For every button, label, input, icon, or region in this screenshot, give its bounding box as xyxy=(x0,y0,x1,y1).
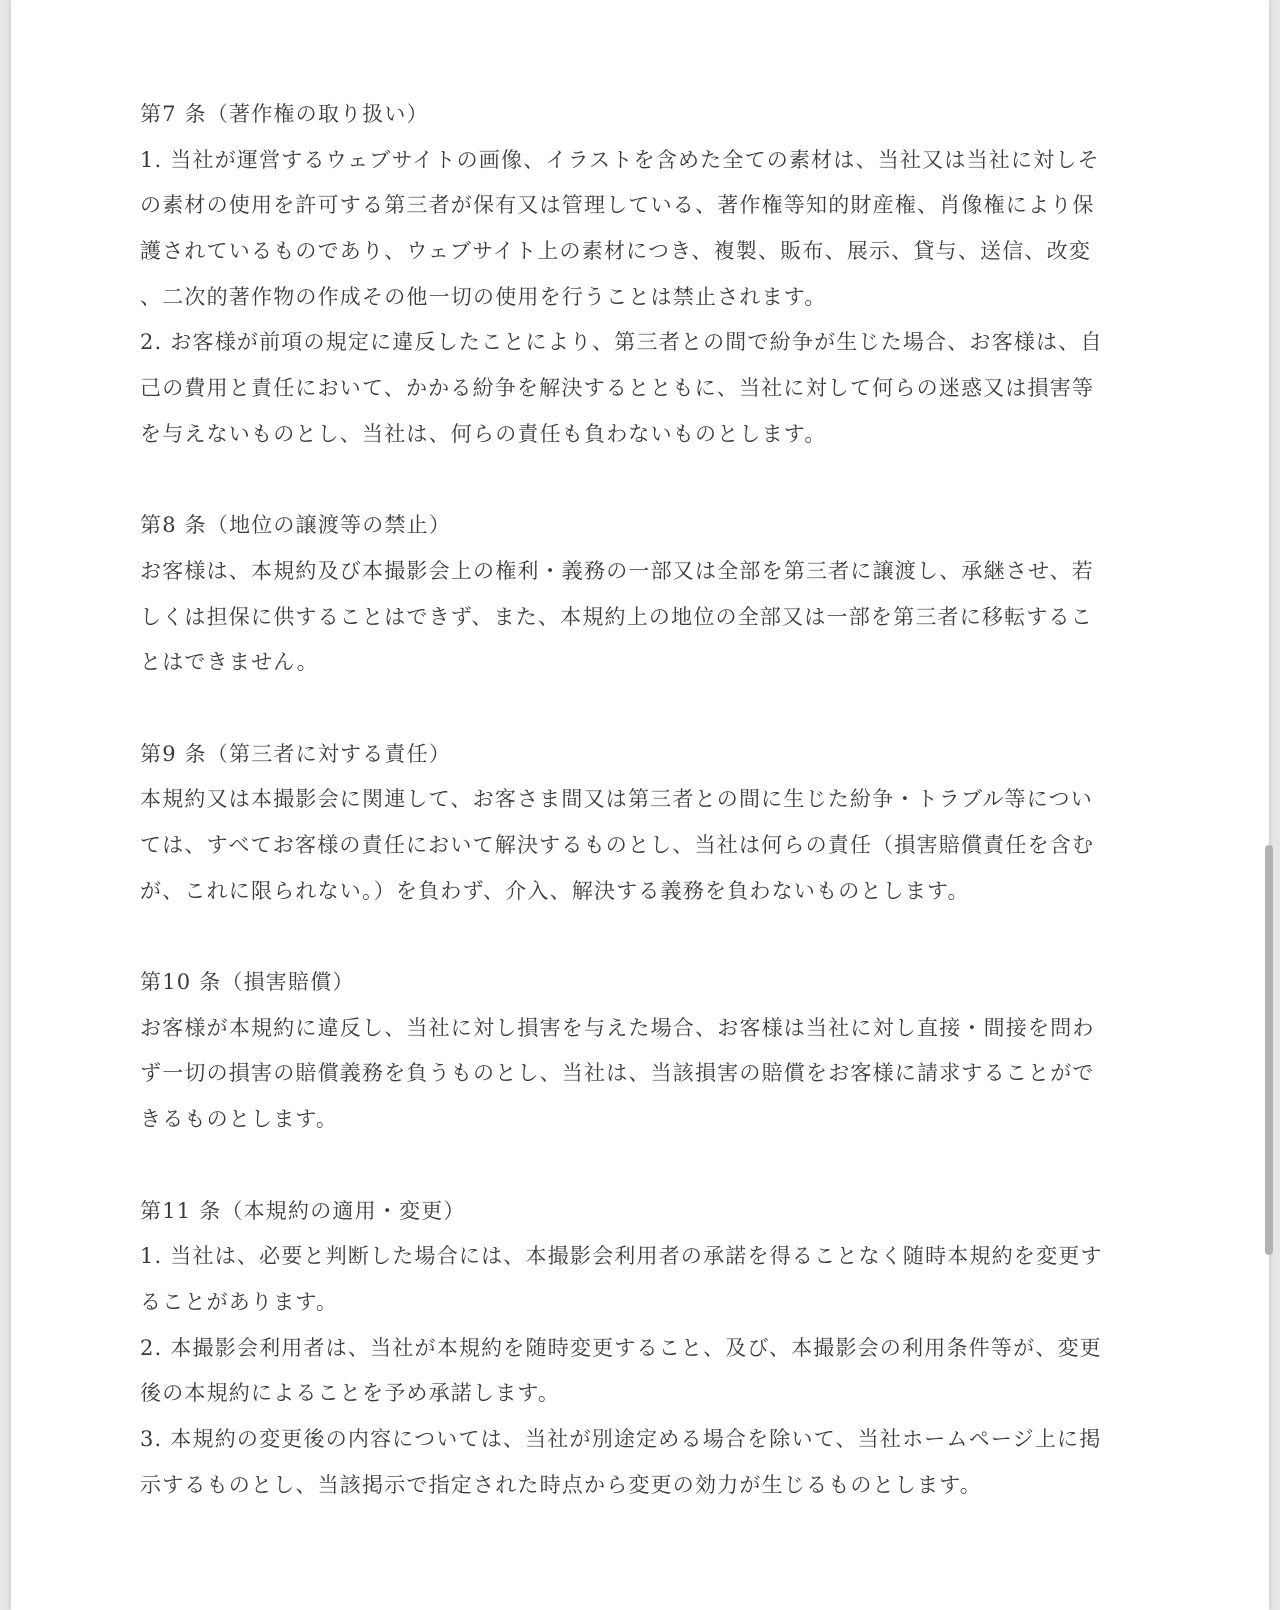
document-page xyxy=(11,0,1269,1610)
article-text-line: 、二次的著作物の作成その他一切の使用を行うことは禁止されます。 xyxy=(140,284,827,309)
article-section xyxy=(140,92,1140,458)
article-text-line: 2. 本撮影会利用者は、当社が本規約を随時変更すること、及び、本撮影会の利用条件等が、変更 xyxy=(140,1335,1102,1360)
article-text-line: が、これに限られない。）を負わず、介入、解決する義務を負わないものとします。 xyxy=(140,878,970,903)
article-section xyxy=(140,732,1140,915)
article-section xyxy=(140,503,1140,686)
article-heading: 第9 条（第三者に対する責任） xyxy=(140,741,452,766)
article-text-line: 示するものとし、当該掲示で指定された時点から変更の効力が生じるものとします。 xyxy=(140,1472,982,1497)
article-text-line: 護されているものであり、ウェブサイト上の素材につき、複製、販布、展示、貸与、送信、改変 xyxy=(140,239,1092,264)
article-section xyxy=(140,960,1140,1143)
scrollbar-thumb[interactable] xyxy=(1265,845,1273,1255)
article-text-line: 1. 当社が運営するウェブサイトの画像、イラストを含めた全ての素材は、当社又は当社に対しそ xyxy=(140,147,1100,172)
scrollbar-track[interactable] xyxy=(1264,0,1274,1610)
article-text-line: ることがあります。 xyxy=(140,1289,339,1314)
article-section xyxy=(140,1189,1140,1509)
article-text-line: 3. 本規約の変更後の内容については、当社が別途定める場合を除いて、当社ホームページ上に掲 xyxy=(140,1426,1102,1451)
article-heading: 第7 条（著作権の取り扱い） xyxy=(140,102,429,126)
article-text-line: きるものとします。 xyxy=(140,1107,339,1132)
article-text-line: の素材の使用を許可する第三者が保有又は管理している、著作権等知的財産権、肖像権により保 xyxy=(140,193,1095,218)
article-text-line: 2. お客様が前項の規定に違反したことにより、第三者との間で紛争が生じた場合、お客様は、自 xyxy=(140,330,1103,355)
article-heading: 第10 条（損害賠償） xyxy=(140,970,355,995)
article-heading: 第8 条（地位の譲渡等の禁止） xyxy=(140,513,452,538)
article-text-line: 己の費用と責任において、かかる紛争を解決するとともに、当社に対して何らの迷惑又は損害等 xyxy=(140,376,1095,401)
article-text-line: ず一切の損害の賠償義務を負うものとし、当社は、当該損害の賠償をお客様に請求することがで xyxy=(140,1061,1095,1086)
article-heading: 第11 条（本規約の適用・変更） xyxy=(140,1198,466,1223)
article-text-line: とはできません。 xyxy=(140,650,319,675)
article-text-line: お客様は、本規約及び本撮影会上の権利・義務の一部又は全部を第三者に譲渡し、承継させ、若 xyxy=(140,558,1094,583)
document-content xyxy=(140,92,1140,1508)
article-text-line: 本規約又は本撮影会に関連して、お客さま間又は第三者との間に生じた紛争・トラブル等につい xyxy=(140,787,1093,812)
article-text-line: ては、すべてお客様の責任において解決するものとし、当社は何らの責任（損害賠償責任を含む xyxy=(140,833,1095,857)
article-text-line: 後の本規約によることを予め承諾します。 xyxy=(140,1381,561,1406)
article-text-line: お客様が本規約に違反し、当社に対し損害を与えた場合、お客様は当社に対し直接・間接を問わ xyxy=(140,1015,1095,1040)
article-text-line: 1. 当社は、必要と判断した場合には、本撮影会利用者の承諾を得ることなく随時本規約を変更す xyxy=(140,1244,1103,1269)
article-text-line: を与えないものとし、当社は、何らの責任も負わないものとします。 xyxy=(140,421,827,446)
article-text-line: しくは担保に供することはできず、また、本規約上の地位の全部又は一部を第三者に移転するこ xyxy=(140,604,1093,629)
